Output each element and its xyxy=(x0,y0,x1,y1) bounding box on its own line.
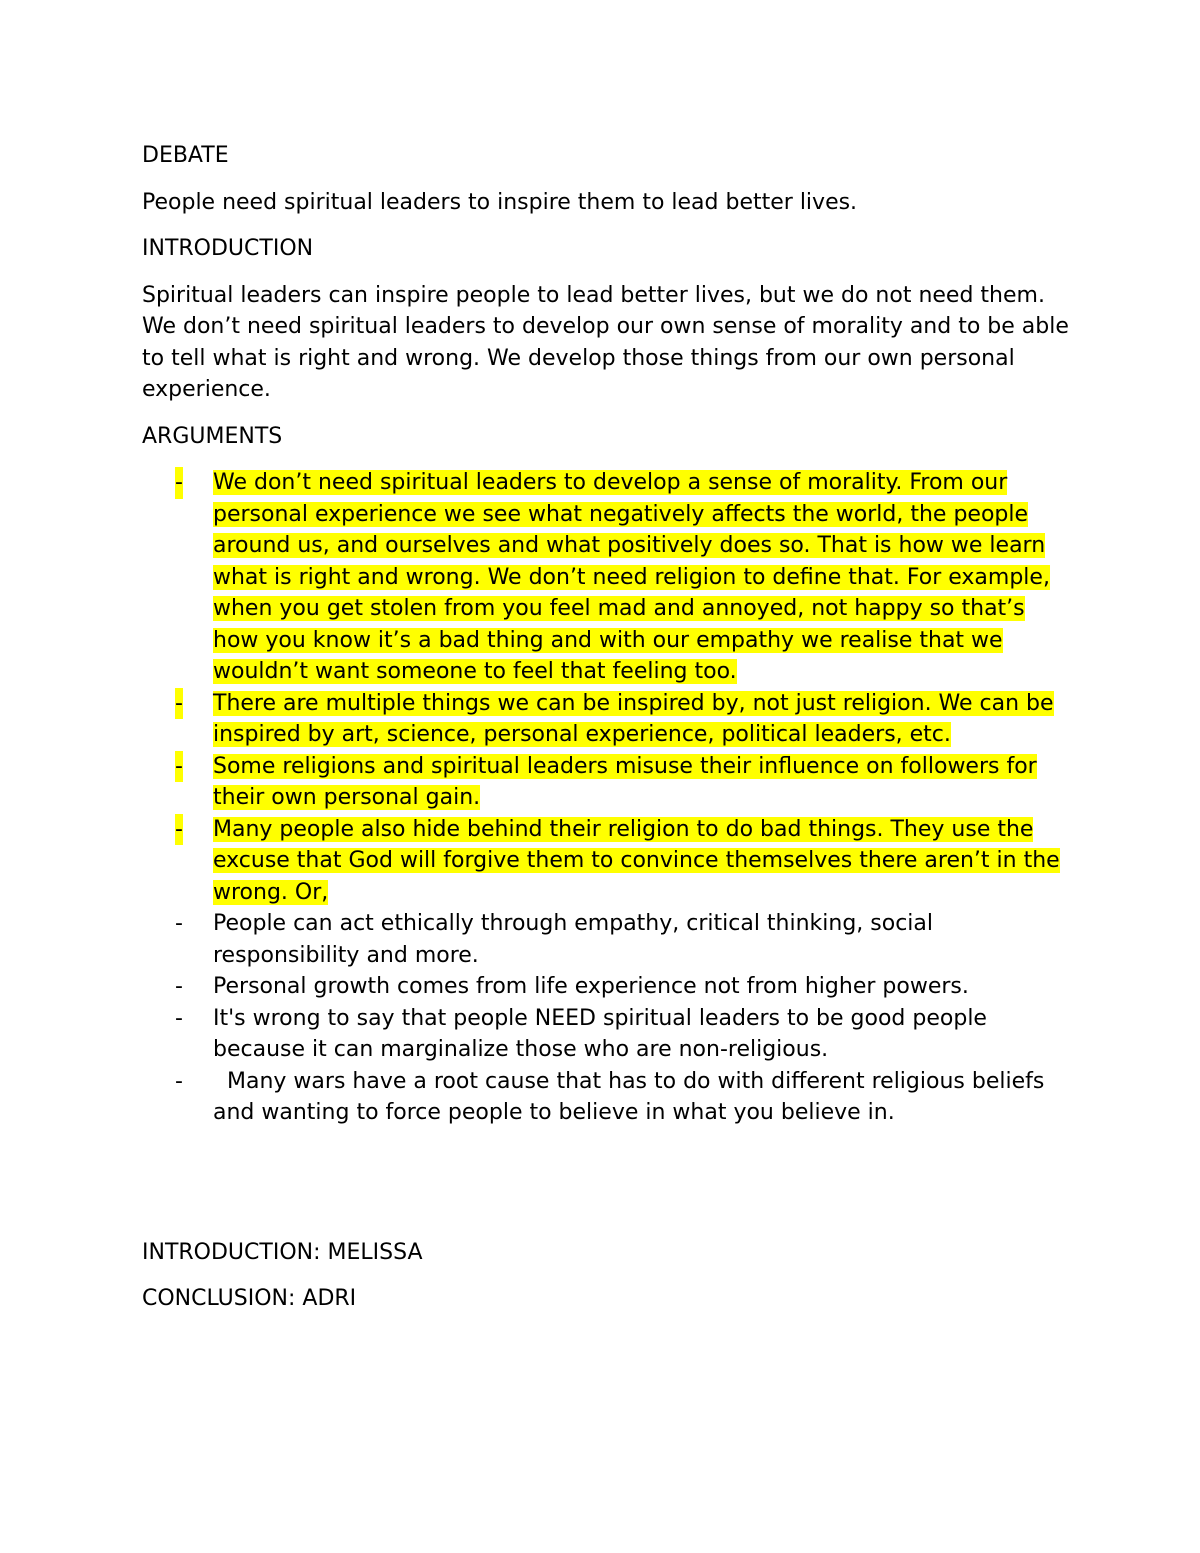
bullet-dash: - xyxy=(175,688,183,720)
introduction-assignment: INTRODUCTION: MELISSA xyxy=(142,1239,423,1265)
argument-text: People can act ethically through empathy, critical thinking, social responsibility and more. xyxy=(213,911,934,968)
bullet-dash: - xyxy=(175,1005,183,1031)
conclusion-assignment: CONCLUSION: ADRI xyxy=(142,1286,357,1311)
argument-item xyxy=(142,908,1072,971)
argument-item xyxy=(142,688,1072,751)
argument-text: We don’t need spiritual leaders to develop a sense of morality. From our personal experience we see what negatively affects the world, the people around us, and ourselves and what positively does so. That is how we learn what is right and wrong. We don’t need religion to define that. For example, when you get stolen from you feel mad and annoyed, not happy so that’s how you know it’s a bad thing and with our empathy we realise that we wouldn’t want someone to feel that feeling too. xyxy=(213,470,1050,684)
introduction-heading: INTRODUCTION xyxy=(142,236,314,261)
bullet-dash: - xyxy=(175,911,183,936)
argument-item xyxy=(142,814,1072,909)
argument-item xyxy=(142,467,1072,688)
argument-text: Many people also hide behind their religion to do bad things. They use the excuse that God will forgive them to convince themselves there aren’t in the wrong. Or, xyxy=(213,816,1060,905)
argument-text: There are multiple things we can be inspired by, not just religion. We can be inspired by art, science, personal experience, political leaders, etc. xyxy=(213,690,1054,747)
blank-space xyxy=(142,1129,1072,1237)
bullet-dash: - xyxy=(175,467,183,499)
bullet-dash: - xyxy=(175,814,183,846)
introduction-text: Spiritual leaders can inspire people to lead better lives, but we do not need them. We don’t need spiritual leaders to develop our own sense of morality and to be able to tell what is right and wrong. We develop those things from our own personal experience. xyxy=(142,282,1069,402)
argument-text: It's wrong to say that people NEED spiritual leaders to be good people because it can marginalize those who are non-religious. xyxy=(213,1005,987,1062)
bullet-dash: - xyxy=(175,1068,183,1094)
arguments-heading: ARGUMENTS xyxy=(142,423,283,449)
document-title: DEBATE xyxy=(142,143,229,168)
argument-text: Some religions and spiritual leaders misuse their influence on followers for their own personal gain. xyxy=(213,753,1037,810)
argument-text: Many wars have a root cause that has to do with different religious beliefs and wanting to force people to believe in what you believe in. xyxy=(213,1068,1052,1125)
argument-item xyxy=(142,1066,1072,1129)
argument-item xyxy=(142,971,1072,1003)
argument-text: Personal growth comes from life experience not from higher powers. xyxy=(213,974,969,999)
arguments-list xyxy=(142,467,1072,1129)
bullet-dash: - xyxy=(175,751,183,783)
document-body xyxy=(142,140,1072,1330)
debate-motion: People need spiritual leaders to inspire them to lead better lives. xyxy=(142,189,858,215)
bullet-dash: - xyxy=(175,974,183,999)
argument-item xyxy=(142,751,1072,814)
argument-item xyxy=(142,1003,1072,1066)
